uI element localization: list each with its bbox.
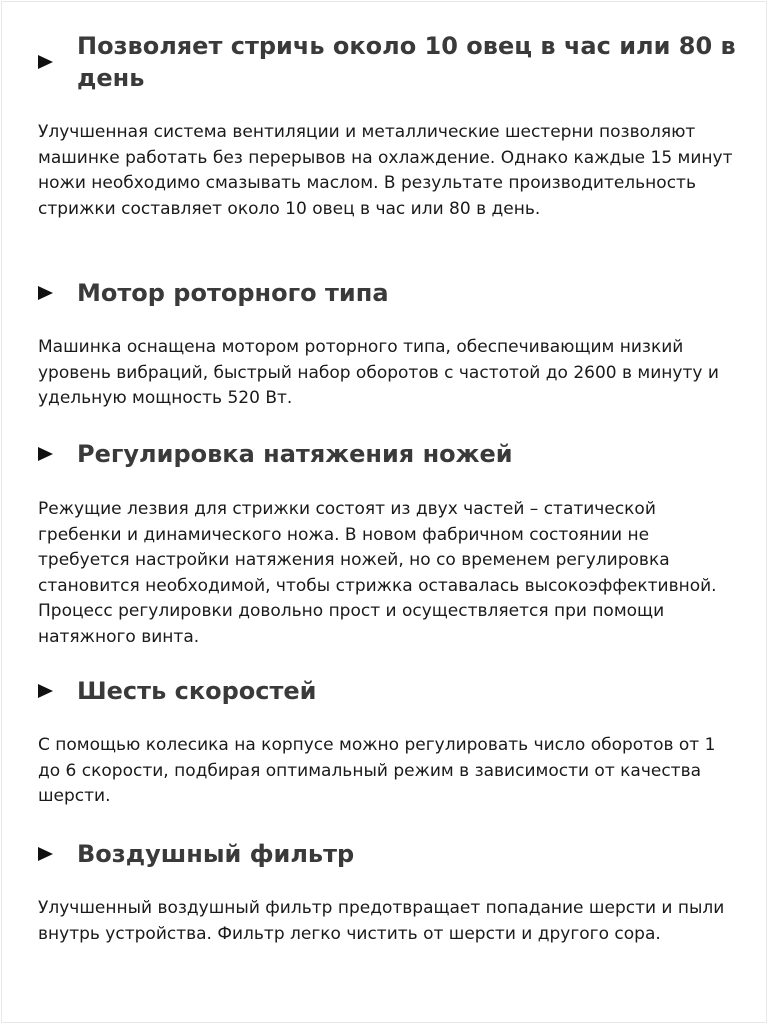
feature-section-air-filter <box>38 838 738 947</box>
feature-description: Улучшенная система вентиляции и металлические шестерни позволяют машинке работать без перерывов на охлаждение. Однако каждые 15 минут ножи необходимо смазывать маслом. В результате производительность стрижки составляет около 10 овец в час или 80 в день. <box>38 122 733 219</box>
feature-heading <box>38 838 738 870</box>
feature-description: Режущие лезвия для стрижки состоят из двух частей – статической гребенки и динамического ножа. В новом фабричном состоянии не требуется настройки натяжения ножей, но со временем регулировка становится необходимой, чтобы стрижка оставалась высокоэффективной. Процесс регулировки довольно прост и осуществляется при помощи натяжного винта. <box>38 499 717 647</box>
feature-section-rotary-motor <box>38 277 738 412</box>
triangle-bullet-icon <box>38 684 53 698</box>
feature-heading <box>38 438 738 470</box>
feature-title: Позволяет стричь около 10 овец в час или 80 в день <box>77 32 736 92</box>
triangle-bullet-icon <box>38 286 53 300</box>
feature-title: Шесть скоростей <box>77 677 317 705</box>
triangle-bullet-icon <box>38 55 53 69</box>
triangle-bullet-icon <box>38 447 53 461</box>
triangle-bullet-icon <box>38 847 53 861</box>
feature-description: Машинка оснащена мотором роторного типа, обеспечивающим низкий уровень вибраций, быстрый набор оборотов с частотой до 2600 в минуту и удельную мощность 520 Вт. <box>38 337 719 408</box>
feature-list-page <box>1 1 767 1023</box>
feature-section-blade-tension <box>38 438 738 650</box>
feature-title: Воздушный фильтр <box>77 840 355 868</box>
feature-section-six-speeds <box>38 675 738 810</box>
feature-description: С помощью колесика на корпусе можно регулировать число оборотов от 1 до 6 скорости, подбирая оптимальный режим в зависимости от качества шерсти. <box>38 735 716 806</box>
feature-heading <box>38 675 738 707</box>
feature-description: Улучшенный воздушный фильтр предотвращает попадание шерсти и пыли внутрь устройства. Фильтр легко чистить от шерсти и другого сора. <box>38 898 725 944</box>
feature-heading <box>38 30 738 94</box>
feature-title: Регулировка натяжения ножей <box>77 440 513 468</box>
feature-title: Мотор роторного типа <box>77 279 389 307</box>
feature-section-shearing-rate <box>38 30 738 222</box>
feature-heading <box>38 277 738 309</box>
